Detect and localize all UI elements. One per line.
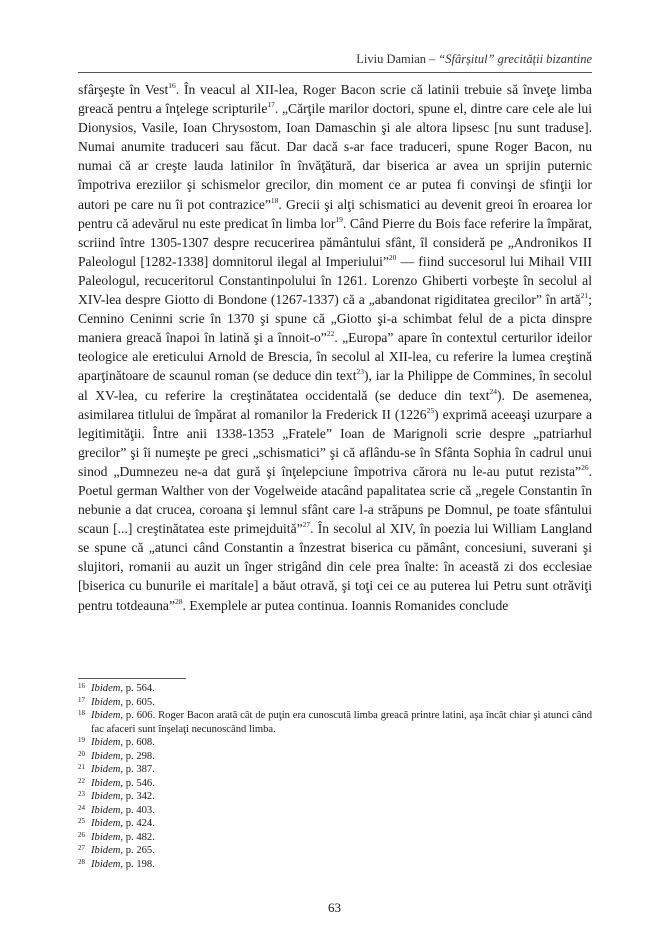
header-separator: – [429, 52, 436, 66]
footnote-number: 21 [78, 763, 85, 771]
text-run: ). De asemenea, asimilarea titlului de împărat al romanilor la Frederick II (1226 [78, 387, 593, 422]
footnote-text [91, 777, 592, 791]
footnote-number: 26 [78, 830, 85, 839]
footnote [78, 804, 592, 818]
text-run: ), iar la Philippe de Commines, în secolul al XV-lea, cu referire la creştinătatea occidentală (se deduce din text [78, 368, 592, 403]
footnote-number: 20 [78, 749, 85, 758]
footnote-number: 24 [78, 803, 85, 812]
footnote-ref: 26 [581, 462, 589, 472]
footnote-text [91, 736, 592, 750]
text-run: ; Cennino Ceninni scrie în 1370 şi spune că „Giotto şi-a schimbat felul de a picta dinspre maniera greacă înapoi în latină şi a înnoit-o” [78, 292, 592, 346]
footnote-number: 23 [78, 790, 85, 798]
footnote-number: 27 [78, 844, 85, 852]
footnote-number: 18 [78, 709, 85, 717]
footnote [78, 777, 592, 791]
running-header [78, 52, 592, 67]
footnote-citation: , p. 606. Roger Bacon arată cât de puţin era cunoscută limba greacă printre latini, aşa încât chiar şi atunci când fac afaceri sunt înşelaţi necunoscând limba. [91, 710, 592, 735]
text-run: . Exemplele ar putea continua. Ioannis Romanides conclude [182, 597, 509, 613]
footnote [78, 831, 592, 845]
footnote-text [91, 763, 592, 777]
footnote-ref: 16 [168, 81, 176, 91]
page-number: 63 [328, 900, 341, 915]
footnote-ref: 20 [388, 252, 397, 262]
text-run: . Grecii şi alţi schismatici au devenit greoi în eroarea lor pentru că adevărul nu este predicat în limba lor [78, 196, 592, 231]
footnote-citation: , p. 608. [120, 737, 155, 748]
footnote-number: 17 [78, 695, 85, 704]
footnote [78, 736, 592, 750]
footnote-number: 25 [78, 817, 85, 825]
footnote-text [91, 709, 592, 736]
footnote-citation: , p. 424. [120, 818, 155, 829]
footnote [78, 817, 592, 831]
footnote-ibidem: Ibidem [91, 845, 121, 856]
footnote-ref: 19 [335, 214, 343, 224]
footnote-ibidem: Ibidem [91, 791, 121, 802]
footnote-number: 19 [78, 736, 85, 744]
footnote [78, 790, 592, 804]
footnote-citation: , p. 564. [120, 683, 155, 694]
footnote-ibidem: Ibidem [91, 696, 121, 708]
footnote-citation: , p. 546. [120, 777, 155, 789]
footnote-ibidem: Ibidem [91, 737, 121, 748]
header-rule [78, 72, 592, 73]
footnote [78, 709, 592, 736]
footnote-citation: , p. 342. [120, 791, 155, 802]
footnote-ibidem: Ibidem [91, 764, 121, 775]
footnote-ref: 23 [356, 367, 364, 377]
footnote-ref: 27 [302, 520, 311, 530]
text-run: . În secolul al XIV, în poezia lui William Langland se spune că „atunci când Constantin a înzestrat biserica cu pământ, concesiuni, suverani şi slujitori, romanii au auzit un înger strigând din cele prea înalte: în această zi dos ecclesiae [biserica cu bunurile ei maritale] a băut otravă, şi toţi cei ce au puterea lui Petru sunt otrăviţi pentru totdeauna” [78, 521, 592, 613]
footnote-citation: , p. 298. [120, 750, 155, 762]
footnote-ibidem: Ibidem [91, 750, 121, 762]
footnote-citation: , p. 387. [120, 764, 155, 775]
footnote-text [91, 790, 592, 804]
footnote-text [91, 750, 592, 764]
footnote-text [91, 804, 592, 818]
footnote-ibidem: Ibidem [91, 804, 121, 816]
footnote-citation: , p. 403. [120, 804, 155, 816]
text-run: . Când Pierre du Bois face referire la împărat, scriind între 1305-1307 despre recucerirea pământului sfânt, îl consideră pe „Andronikos II Paleologul [1282-1338] domnitorul ilegal al Imperiului” [78, 215, 592, 269]
body-text [78, 80, 592, 615]
footnote-ibidem: Ibidem [91, 831, 121, 843]
footnote-ibidem: Ibidem [91, 710, 121, 721]
footnote [78, 682, 592, 696]
footnote-ref: 17 [267, 100, 275, 110]
footnote-ref: 18 [270, 195, 279, 205]
footnote [78, 844, 592, 858]
footnote-ref: 21 [580, 291, 589, 301]
footnote [78, 750, 592, 764]
header-author: Liviu Damian [356, 52, 427, 66]
text-run: . „Europa” apare în contextul certurilor ideilor teologice ale ereticului Arnold de Brescia, în secolul al XII-lea, cu referire la lumea creştină aparţinătoare de scaunul roman (se deduce din text [78, 330, 592, 384]
footnote-number: 22 [78, 776, 85, 785]
footnotes [78, 682, 592, 871]
footnote-text [91, 696, 592, 710]
footnote-text [91, 817, 592, 831]
footnote-ibidem: Ibidem [91, 818, 121, 829]
footnote [78, 763, 592, 777]
text-run: — fiind succesorul lui Mihail VIII Paleologul, recuceritorul Constantinpolului în 1261. Lorenzo Ghiberti vorbeşte în secolul al XIV-lea despre Giotto di Bondone (1267-1337) că a „abandonat rigiditatea grecilor” în artă [78, 253, 592, 308]
footnote-citation: , p. 605. [120, 696, 155, 708]
footnote-citation: , p. 482. [120, 831, 155, 843]
footnote-text [91, 844, 592, 858]
text-run: . Poetul german Walther von der Vogelweide atacând papalitatea scrie că „regele Constantin în nebunie a dat crucea, coroana şi lemnul sfânt care l-a străpuns pe Domnul, pe toate sfântului scaun [...] creştinătatea este primejduită” [78, 463, 592, 537]
footnote-ref: 22 [326, 329, 335, 339]
footnote-ibidem: Ibidem [91, 683, 121, 694]
footnote-ref: 28 [175, 596, 183, 606]
footnote [78, 696, 592, 710]
footnote-number: 28 [78, 857, 85, 866]
footnote-citation: , p. 198. [120, 858, 155, 870]
footnote-ibidem: Ibidem [91, 777, 121, 789]
text-run: . În veacul al XII-lea, Roger Bacon scrie că latinii trebuie să înveţe limba greacă pentru a înţelege scripturile [78, 82, 592, 117]
footnote-text [91, 858, 592, 872]
footnote-ibidem: Ibidem [91, 858, 121, 870]
footnote-citation: , p. 265. [120, 845, 155, 856]
footnote-ref: 24 [489, 386, 497, 396]
text-run: sfârşeşte în Vest [78, 82, 169, 97]
footnote-number: 16 [78, 682, 85, 690]
body-paragraph [78, 80, 592, 615]
footnote-text [91, 831, 592, 845]
text-run: . „Cărţile marilor doctori, spune el, dintre care cele ale lui Dionysios, Vasile, Ioan Chrysostom, Ioan Damaschin şi ale altora lipsesc [nu sunt traduse]. Numai anumite traduceri sau făcut. Dar dacă s-ar face traduceri, spune Roger Bacon, nu numai că ar creşte lauda latinilor în învăţătură, dar biserica ar avea un sprijin puternic împotriva ereziilor şi schismelor grecilor, din moment ce ar putea fi convinşi de sfinţii lor autori pe care nu îi pot contrazice” [78, 101, 593, 212]
footnote-text [91, 682, 592, 696]
header-title: “Sfârșitul” grecității bizantine [438, 52, 592, 66]
footnote [78, 858, 592, 872]
footnote-rule [78, 678, 186, 679]
text-run: ) exprimă aceeaşi uzurpare a legitimităţii. Între anii 1338-1353 „Fratele” Ioan de Marignoli scrie despre „patriarhul grecilor” şi îi numeşte pe greci „schismatici” şi că aflându-se în Sfânta Sophia în cadrul unui sinod „Dumnezeu ne-a dat gură şi înţelepciune împotriva cărora nu le-au putut rezista” [78, 406, 592, 479]
footnote-ref: 25 [426, 405, 435, 415]
